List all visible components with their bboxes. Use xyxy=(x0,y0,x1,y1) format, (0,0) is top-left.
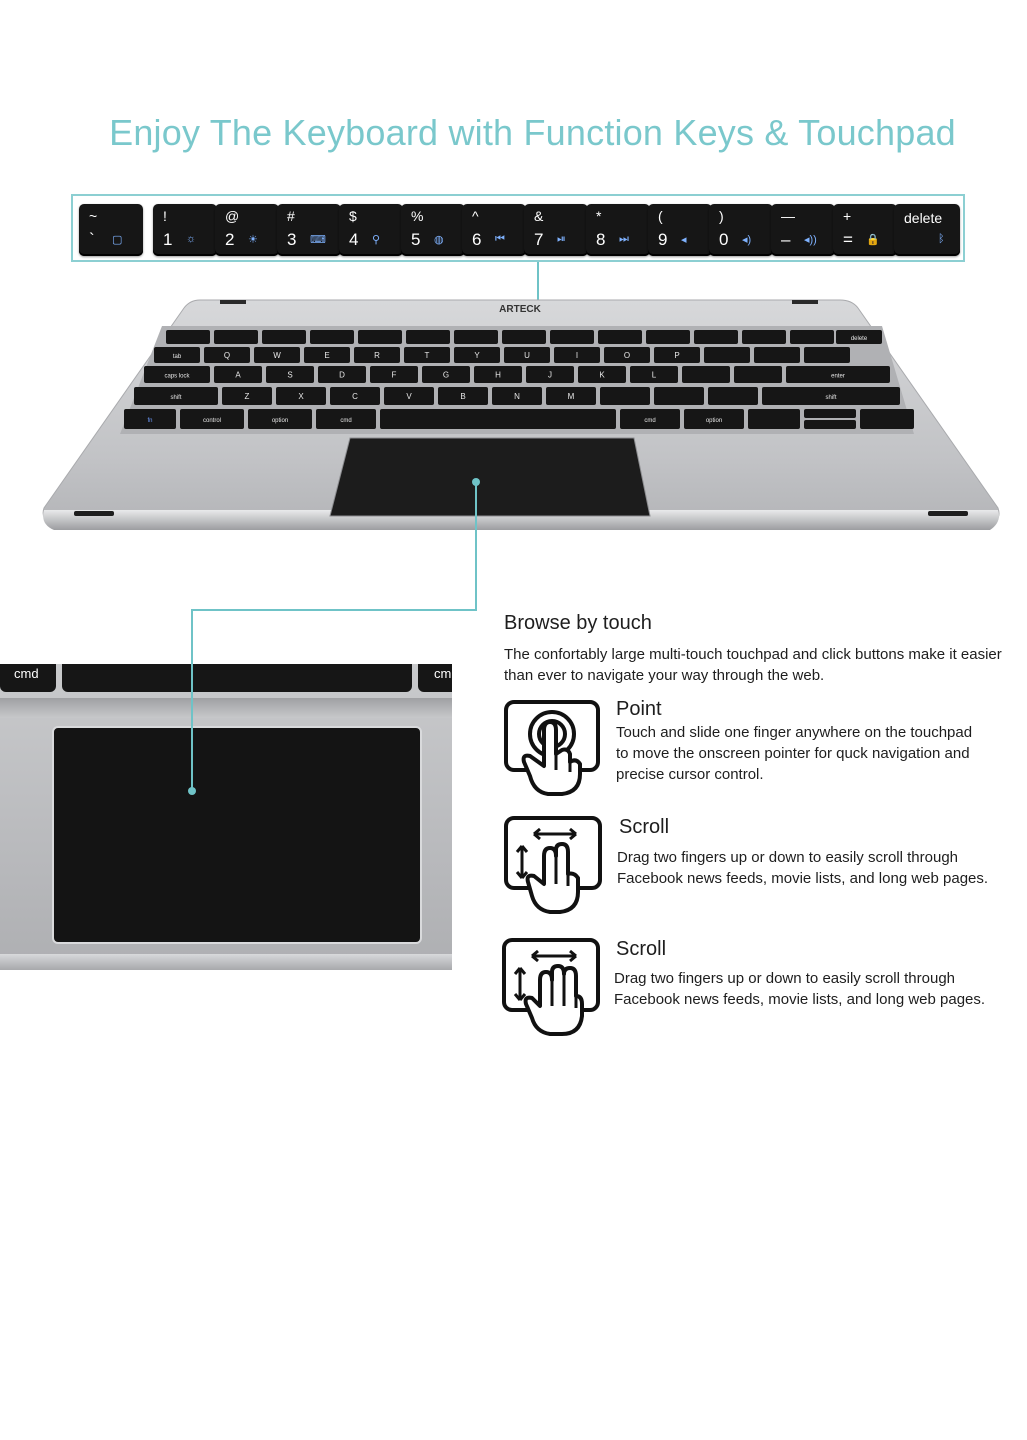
punct-key[interactable] xyxy=(600,387,650,405)
cmd-key-right: cm xyxy=(418,664,452,692)
key-shift-label: # xyxy=(287,208,295,224)
key-fn-icon: ▢ xyxy=(112,234,123,246)
function-key-0[interactable] xyxy=(79,204,143,256)
key-label: caps lock xyxy=(164,373,190,380)
key-shift-label: ^ xyxy=(472,208,479,224)
key-shift-label: * xyxy=(596,208,602,224)
key-char-label: 1 xyxy=(163,230,173,249)
bracket-key[interactable] xyxy=(754,347,800,363)
key-label: B xyxy=(460,392,466,401)
arrow-left-key[interactable] xyxy=(748,409,800,429)
page-title: Enjoy The Keyboard with Function Keys & Touchpad xyxy=(109,112,956,153)
key-char-label: 2 xyxy=(225,230,235,249)
key-label: G xyxy=(442,370,450,380)
key-shift-label: ~ xyxy=(89,208,98,224)
number-row-key[interactable] xyxy=(214,330,258,344)
number-row-key[interactable] xyxy=(166,330,210,344)
number-row-key[interactable] xyxy=(310,330,354,344)
key-shift-label: — xyxy=(781,208,795,224)
cmd-key-left: cmd xyxy=(0,664,56,692)
space-bar[interactable] xyxy=(380,409,616,429)
key-char-label: 3 xyxy=(287,230,297,249)
key-label: L xyxy=(651,370,657,380)
function-key-8[interactable] xyxy=(586,204,650,256)
key-label: W xyxy=(273,351,281,360)
key-fn-icon: ☼ xyxy=(186,233,197,245)
key-label: U xyxy=(524,351,530,360)
connector-line-pad xyxy=(475,484,477,611)
key-fn-icon: ⏯ xyxy=(557,233,566,245)
browse-title: Browse by touch xyxy=(504,612,652,634)
key-fn-icon: ◂ xyxy=(681,234,687,246)
function-key-5[interactable] xyxy=(401,204,465,256)
key-label: H xyxy=(495,370,501,380)
key-char-label: = xyxy=(843,230,853,249)
function-key-2[interactable] xyxy=(215,204,279,256)
key-fn-icon: ⚲ xyxy=(372,234,381,246)
feature-desc-scroll-2: Drag two fingers up or down to easily scroll through Facebook news feeds, movie lists, and long web pages. xyxy=(614,970,986,1008)
key-label: shift xyxy=(170,395,182,401)
key-label: F xyxy=(391,370,397,380)
key-shift-label: ) xyxy=(719,208,724,224)
feature-desc-point: Touch and slide one finger anywhere on the touchpad to move the onscreen pointer for quck navigation and precise cursor control. xyxy=(616,724,973,783)
function-key-7[interactable] xyxy=(524,204,588,256)
key-shift-label: % xyxy=(411,208,424,224)
arrow-up-key[interactable] xyxy=(804,409,856,418)
key-shift-label: delete xyxy=(904,210,943,226)
zoom-dot xyxy=(188,787,196,795)
arrow-down-key[interactable] xyxy=(804,420,856,429)
feature-title-scroll: Scroll xyxy=(619,816,670,838)
key-fn-icon: ☀ xyxy=(248,234,258,246)
key-shift-label: & xyxy=(534,208,544,224)
key-label: N xyxy=(514,392,520,401)
key-label: C xyxy=(352,392,358,401)
brand-label: ARTECK xyxy=(499,304,541,315)
number-row-key[interactable] xyxy=(598,330,642,344)
number-row-key[interactable] xyxy=(790,330,834,344)
bracket-key[interactable] xyxy=(704,347,750,363)
key-label: P xyxy=(674,351,680,360)
key-fn-icon: ◂) xyxy=(742,234,752,246)
function-key-3[interactable] xyxy=(277,204,341,256)
two-finger-scroll-icon xyxy=(504,816,604,916)
function-key-9[interactable] xyxy=(648,204,712,256)
function-key-1[interactable] xyxy=(153,204,217,256)
feature-desc-scroll: Drag two fingers up or down to easily scroll through Facebook news feeds, movie lists, and long web pages. xyxy=(617,849,989,887)
function-key-strip xyxy=(71,194,965,262)
connector-line-zoom xyxy=(191,609,193,793)
arrow-right-key[interactable] xyxy=(860,409,914,429)
key-fn-icon: ⌨ xyxy=(310,234,326,246)
touchpad-closeup xyxy=(0,664,452,970)
key-shift-label: ( xyxy=(658,208,663,224)
key-char-label: 9 xyxy=(658,230,668,249)
foot-right xyxy=(928,511,968,516)
key-label: Q xyxy=(223,351,231,360)
key-char-label: 6 xyxy=(472,230,482,249)
key-label: tab xyxy=(172,354,182,360)
touchpad xyxy=(330,438,650,516)
key-char-label: ` xyxy=(89,230,95,249)
key-label: option xyxy=(271,418,289,424)
key-label: Z xyxy=(244,392,250,401)
key-label: O xyxy=(623,351,631,360)
function-key-13[interactable] xyxy=(894,204,960,256)
key-shift-label: @ xyxy=(225,208,240,224)
punct-key[interactable] xyxy=(682,366,730,383)
key-fn-icon: ⏮ xyxy=(495,233,505,245)
key-char-label: 5 xyxy=(411,230,421,249)
number-row-key[interactable] xyxy=(694,330,738,344)
browse-description: The confortably large multi-touch touchpad and click buttons make it easier than ever to navigate your way through the web. xyxy=(504,646,1002,684)
key-shift-label: ! xyxy=(163,208,167,224)
number-row-key[interactable] xyxy=(454,330,498,344)
key-fn-icon: ᛒ xyxy=(938,233,945,245)
key-shift-label: + xyxy=(843,208,852,224)
punct-key[interactable] xyxy=(654,387,704,405)
function-key-12[interactable] xyxy=(833,204,897,256)
key-label: A xyxy=(235,370,241,380)
key-char-label: – xyxy=(781,230,791,249)
key-label: cmd xyxy=(340,418,352,424)
number-row-key[interactable] xyxy=(262,330,306,344)
chassis-edge xyxy=(0,954,452,970)
function-key-10[interactable] xyxy=(709,204,773,256)
touchpad-surface xyxy=(52,726,422,944)
key-label: D xyxy=(339,370,345,380)
key-label: Y xyxy=(474,351,480,360)
key-label: E xyxy=(324,351,330,360)
number-row-key[interactable] xyxy=(646,330,690,344)
punct-key[interactable] xyxy=(708,387,758,405)
key-label: X xyxy=(298,392,304,401)
feature-title-scroll-2: Scroll xyxy=(616,938,667,960)
key-fn-icon: ⏭ xyxy=(619,233,629,245)
key-label: V xyxy=(406,392,412,401)
key-char-label: 4 xyxy=(349,230,359,249)
key-label: delete xyxy=(850,336,868,342)
key-label: cmd xyxy=(644,418,656,424)
key-label: K xyxy=(599,370,605,380)
key-label: shift xyxy=(825,395,837,401)
key-label: enter xyxy=(831,373,845,380)
key-shift-label: $ xyxy=(349,208,357,224)
key-label: T xyxy=(424,351,430,360)
key-char-label: 7 xyxy=(534,230,544,249)
key-fn-icon: ◍ xyxy=(434,234,444,246)
key-char-label: 8 xyxy=(596,230,606,249)
key-label: J xyxy=(548,370,552,380)
key-label: M xyxy=(567,392,575,401)
punct-key[interactable] xyxy=(734,366,782,383)
number-row-key[interactable] xyxy=(406,330,450,344)
key-label: fn xyxy=(147,418,153,424)
bracket-key[interactable] xyxy=(804,347,850,363)
key-label: R xyxy=(374,351,380,360)
foot-left xyxy=(74,511,114,516)
number-row-key[interactable] xyxy=(742,330,786,344)
connector-line-horizontal xyxy=(191,609,477,611)
function-key-6[interactable] xyxy=(462,204,526,256)
hinge-right xyxy=(792,300,818,304)
key-fn-icon: ◂)) xyxy=(804,234,817,246)
key-label: I xyxy=(575,351,579,360)
key-char-label: 0 xyxy=(719,230,729,249)
key-label: option xyxy=(705,418,723,424)
feature-title-point: Point xyxy=(616,698,662,720)
keyboard-illustration xyxy=(40,298,1002,538)
key-label: S xyxy=(287,370,293,380)
key-label: control xyxy=(202,418,222,424)
key-fn-icon: 🔒 xyxy=(866,234,880,246)
function-key-4[interactable] xyxy=(339,204,403,256)
number-row-key[interactable] xyxy=(502,330,546,344)
tap-finger-icon xyxy=(504,700,602,798)
hinge-left xyxy=(220,300,246,304)
space-bar xyxy=(62,664,412,692)
number-row-key[interactable] xyxy=(550,330,594,344)
number-row-key[interactable] xyxy=(358,330,402,344)
function-key-11[interactable] xyxy=(771,204,835,256)
three-finger-scroll-icon xyxy=(502,938,602,1038)
